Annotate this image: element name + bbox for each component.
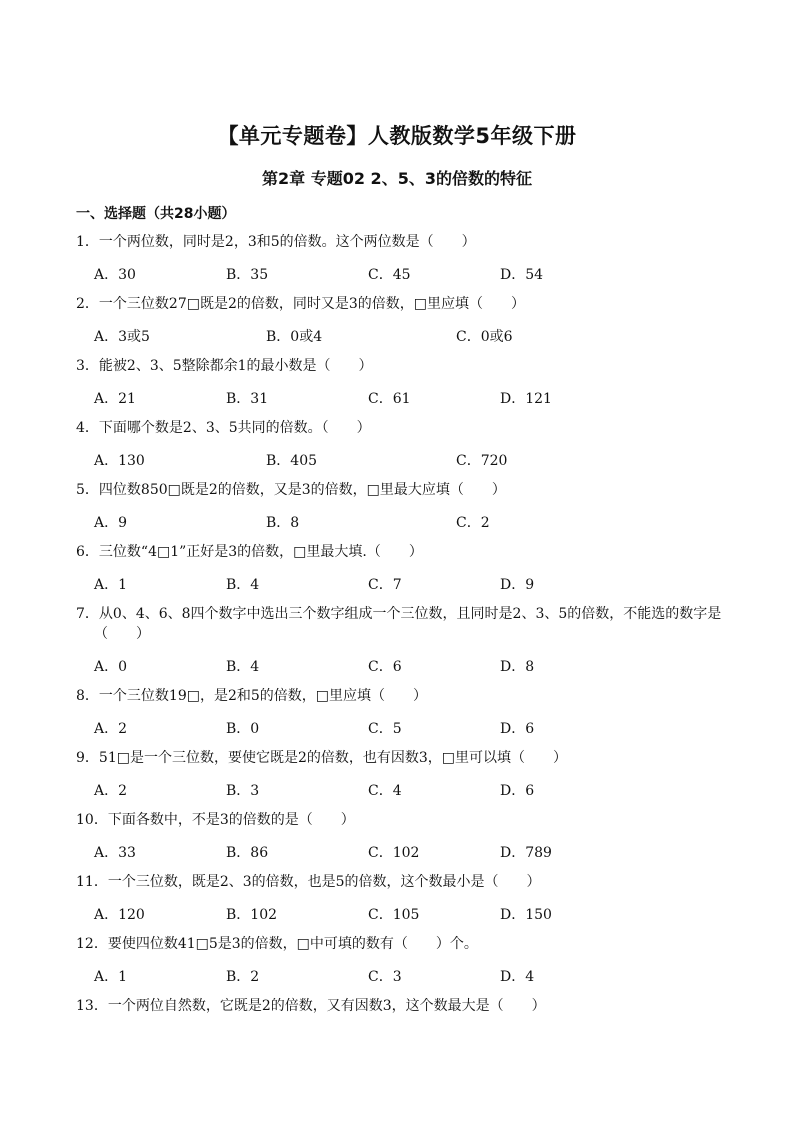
answer-option[interactable]: C．102	[368, 845, 420, 861]
answer-option[interactable]: B．102	[226, 907, 278, 923]
options-row	[76, 252, 726, 294]
answer-option[interactable]: A．2	[94, 721, 128, 737]
question-item	[76, 996, 726, 1016]
answer-option[interactable]: B．3	[226, 783, 260, 799]
question-stem: 6．三位数“4□1”正好是3的倍数，□里最大填.（ ）	[76, 544, 423, 560]
options-row	[76, 706, 726, 748]
answer-option[interactable]: C．5	[368, 721, 402, 737]
question-stem: 1．一个两位数，同时是2，3和5的倍数。这个两位数是（ ）	[76, 234, 476, 250]
answer-option[interactable]: D．54	[500, 267, 544, 283]
answer-option[interactable]: C．6	[368, 659, 402, 675]
answer-option[interactable]: D．8	[500, 659, 535, 675]
answer-option[interactable]: D．121	[500, 391, 552, 407]
question-stem: 7．从0、4、6、8四个数字中选出三个数字组成一个三位数，且同时是2、3、5的倍数，不能选的数字是（ ）	[76, 606, 722, 642]
answer-option[interactable]: B．86	[226, 845, 269, 861]
answer-option[interactable]: A．1	[94, 577, 128, 593]
question-stem: 4．下面哪个数是2、3、5共同的倍数。（ ）	[76, 420, 371, 436]
question-stem: 13．一个两位自然数，它既是2的倍数，又有因数3，这个数最大是（ ）	[76, 998, 546, 1014]
options-row	[76, 768, 726, 810]
answer-option[interactable]: A．30	[94, 267, 136, 283]
options-row	[76, 376, 726, 418]
answer-option[interactable]: D．4	[500, 969, 535, 985]
answer-option[interactable]: C．61	[368, 391, 411, 407]
answer-option[interactable]: C．4	[368, 783, 402, 799]
answer-option[interactable]: B．0	[226, 721, 260, 737]
options-row	[76, 954, 726, 996]
question-item	[76, 294, 726, 356]
answer-option[interactable]: C．45	[368, 267, 411, 283]
section-heading: 一、选择题（共28小题）	[76, 206, 236, 222]
answer-option[interactable]: C．2	[456, 515, 490, 531]
question-stem: 5．四位数850□既是2的倍数，又是3的倍数，□里最大应填（ ）	[76, 482, 506, 498]
answer-option[interactable]: A．3或5	[94, 329, 150, 345]
answer-option[interactable]: D．6	[500, 783, 535, 799]
question-stem: 9．51□是一个三位数，要使它既是2的倍数，也有因数3，□里可以填（ ）	[76, 750, 567, 766]
answer-option[interactable]: B．31	[226, 391, 269, 407]
answer-option[interactable]: D．150	[500, 907, 552, 923]
options-row	[76, 314, 726, 356]
answer-option[interactable]: B．405	[266, 453, 318, 469]
options-row	[76, 500, 726, 542]
question-stem: 8．一个三位数19□，是2和5的倍数，□里应填（ ）	[76, 688, 427, 704]
question-item	[76, 542, 726, 604]
answer-option[interactable]: D．6	[500, 721, 535, 737]
question-list	[76, 232, 726, 1016]
question-item	[76, 356, 726, 418]
question-item	[76, 686, 726, 748]
question-item	[76, 872, 726, 934]
answer-option[interactable]: A．120	[94, 907, 145, 923]
answer-option[interactable]: C．3	[368, 969, 402, 985]
question-item	[76, 810, 726, 872]
answer-option[interactable]: D．789	[500, 845, 552, 861]
answer-option[interactable]: A．2	[94, 783, 128, 799]
answer-option[interactable]: C．0或6	[456, 329, 513, 345]
options-row	[76, 830, 726, 872]
question-item	[76, 418, 726, 480]
options-row	[76, 438, 726, 480]
question-stem: 12．要使四位数41□5是3的倍数，□中可填的数有（ ）个。	[76, 936, 478, 952]
answer-option[interactable]: C．7	[368, 577, 402, 593]
answer-option[interactable]: C．105	[368, 907, 420, 923]
options-row	[76, 892, 726, 934]
answer-option[interactable]: B．0或4	[266, 329, 323, 345]
answer-option[interactable]: C．720	[456, 453, 508, 469]
question-item	[76, 748, 726, 810]
answer-option[interactable]: A．0	[94, 659, 128, 675]
options-row	[76, 562, 726, 604]
answer-option[interactable]: B．2	[226, 969, 260, 985]
page-subtitle: 第2章 专题02 2、5、3的倍数的特征	[262, 169, 532, 188]
question-stem: 11．一个三位数，既是2、3的倍数，也是5的倍数，这个数最小是（ ）	[76, 874, 541, 890]
answer-option[interactable]: A．33	[94, 845, 136, 861]
question-stem: 2．一个三位数27□既是2的倍数，同时又是3的倍数，□里应填（ ）	[76, 296, 525, 312]
answer-option[interactable]: A．21	[94, 391, 136, 407]
answer-option[interactable]: A．1	[94, 969, 128, 985]
question-item	[76, 232, 726, 294]
answer-option[interactable]: A．130	[94, 453, 145, 469]
question-item	[76, 480, 726, 542]
options-row	[76, 644, 726, 686]
answer-option[interactable]: B．4	[226, 659, 260, 675]
question-stem: 10．下面各数中，不是3的倍数的是（ ）	[76, 812, 355, 828]
answer-option[interactable]: B．35	[226, 267, 269, 283]
answer-option[interactable]: D．9	[500, 577, 535, 593]
question-item	[76, 934, 726, 996]
answer-option[interactable]: B．4	[226, 577, 260, 593]
question-stem: 3．能被2、3、5整除都余1的最小数是（ ）	[76, 358, 373, 374]
question-item	[76, 604, 726, 686]
answer-option[interactable]: A．9	[94, 515, 128, 531]
page-title: 【单元专题卷】人教版数学5年级下册	[217, 124, 577, 148]
answer-option[interactable]: B．8	[266, 515, 300, 531]
